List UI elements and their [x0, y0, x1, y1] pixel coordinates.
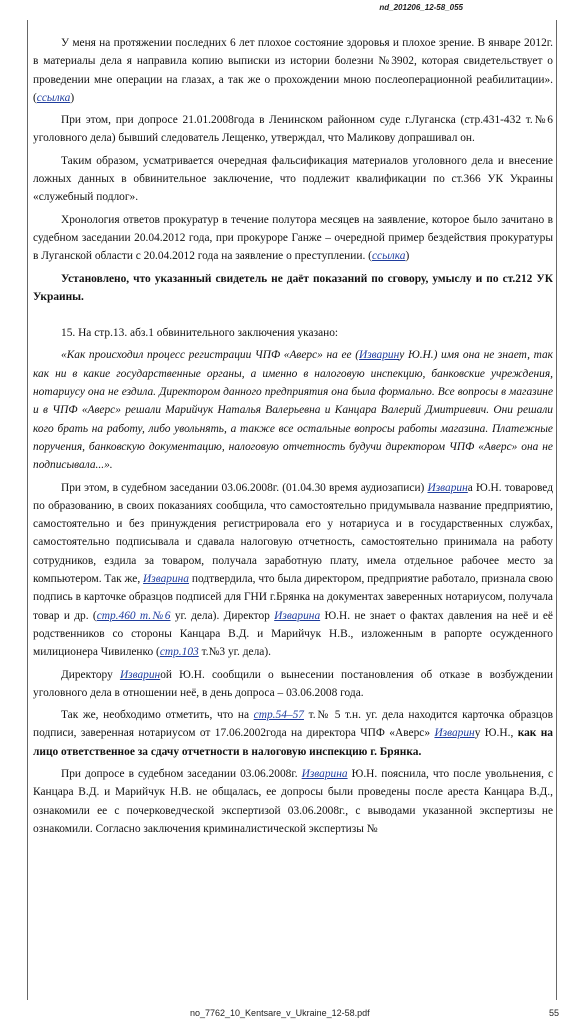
quoted-paragraph: «Как происходил процесс регистрации ЧПФ «Аверс» на ее (Изварину Ю.Н.) имя она не знает, так как ни в какие государственные органы, а именно в налоговую инспекцию, банковские учреждения, нотариусу она не ездила. Директором данного предприятия она была формально. Все вопросы в магазине и в ЧПФ «Аверс» решали Марийчук Наталья Валерьевна и Канцара Валерий Дмитриевич. Они решали кого брать на работу, либо увольнять, а также все остальные вопросы работы магазина. Платежные поручения, банковскую документацию, налоговую отчетность будучи директором ЧПФ «Аверс» она не подписывала...».: [33, 349, 553, 472]
name-link[interactable]: Изварин: [434, 727, 475, 740]
name-link[interactable]: Изварин: [119, 668, 161, 681]
paragraph: У меня на протяжении последних 6 лет плохое состояние здоровья и плохое зрение. В январе 2012г. в материалы дела я направила копию выписки из истории болезни №3902, которая свидетельствует о проведении мне операции на глазах, а так же о прохождении мною послеоперационной реабилитации». (ссылка): [33, 37, 553, 104]
reference-link[interactable]: стр.460 т.№6: [96, 609, 171, 622]
paragraph: Таким образом, усматривается очередная фальсификация материалов уголовного дела и внесение ложных данных в обвинительное заключение, что подлежит квалификации по ст.366 УК Украины «служебный подлог».: [33, 154, 553, 204]
reference-link[interactable]: ссылка: [36, 91, 71, 104]
name-link[interactable]: Изварин: [359, 349, 400, 362]
footer-filename: no_7762_10_Kentsare_v_Ukraine_12-58.pdf: [190, 1008, 370, 1018]
name-link[interactable]: Изварина: [143, 573, 189, 586]
conclusion-paragraph: Установлено, что указанный свидетель не даёт показаний по сговору, умыслу и по ст.212 УК Украины.: [33, 272, 553, 303]
document-id: nd_201206_12-58_055: [379, 3, 463, 12]
reference-link[interactable]: ссылка: [371, 250, 406, 263]
reference-link[interactable]: стр.103: [159, 646, 199, 659]
paragraph: Директору Извариной Ю.Н. сообщили о вынесении постановления об отказе в возбуждении уголовного дела в отношении неё, в день допроса – 03.06.2008 года.: [33, 668, 553, 699]
paragraph: При допросе в судебном заседании 03.06.2008г. Изварина Ю.Н. пояснила, что после увольнения, с Канцара В.Д. и Марийчук Н.В. не общалась, ее допросы были проведены после ареста Канцара В.Д., ознакомили ее с почерковедческой экспертизой 03.06.2008г., с выводами указанной экспертизы не ознакомили. Согласно заключения криминалистической экспертизы №: [33, 767, 554, 835]
reference-link[interactable]: стр.54–57: [253, 709, 304, 722]
document-body: [33, 34, 553, 842]
paragraph: При этом, при допросе 21.01.2008года в Ленинском районном суде г.Луганска (стр.431-432 т.№6 уголовного дела) бывший следователь Лещенко, утверждал, что Маликову допрашивал он.: [33, 114, 553, 145]
page-number: 55: [548, 1008, 559, 1018]
paragraph: Так же, необходимо отметить, что на стр.54–57 т.№ 5 т.н. уг. дела находится карточка образцов подписи, заверенная нотариусом от 17.06.2002года на директора ЧПФ «Аверс» Изварину Ю.Н., как на лицо ответственное за сдачу отчетности в налоговую инспекцию г. Брянка.: [33, 709, 554, 758]
paragraph: Хронология ответов прокуратур в течение полутора месяцев на заявление, которое было зачитано в судебном заседании 20.04.2012 года, при прокуроре Ганже – очередной пример бездействия прокуратуры в Луганской области с 20.04.2012 года на заявление о преступлении. (ссылка): [33, 213, 553, 263]
name-link[interactable]: Изварина: [301, 767, 348, 780]
paragraph: При этом, в судебном заседании 03.06.2008г. (01.04.30 время аудиозаписи) Изварина Ю.Н. товаровед по образованию, в своих показаниях сообщила, что самостоятельно придумывала название предприятию, самостоятельно и без принуждения регистрировала его у нотариуса и в государственных службах, самостоятельно подписывала и сдавала налоговую отчетность, самостоятельно принимала на работу сотрудников, ездила за товаром, получала заработную плату, имела отдельное рабочее место за компьютером. Так же, Изварина подтвердила, что была директором, предприятие работало, признала свою подпись в карточке образцов подписей для ГНИ г.Брянка на документах заверенных нотариусом, получала товар и др. (стр.460 т.№6 уг. дела). Директор Изварина Ю.Н. не знает о фактах давления на неё и её родственников со стороны Канцара В.Д. и Марийчук Н.В., изложенным в рапорте осужденного милиционера Чивиленко (стр.103 т.№3 уг. дела).: [33, 481, 554, 659]
name-link[interactable]: Изварина: [274, 609, 321, 622]
section-heading: 15. На стр.13. абз.1 обвинительного заключения указано:: [61, 327, 339, 340]
name-link[interactable]: Изварин: [427, 481, 468, 494]
